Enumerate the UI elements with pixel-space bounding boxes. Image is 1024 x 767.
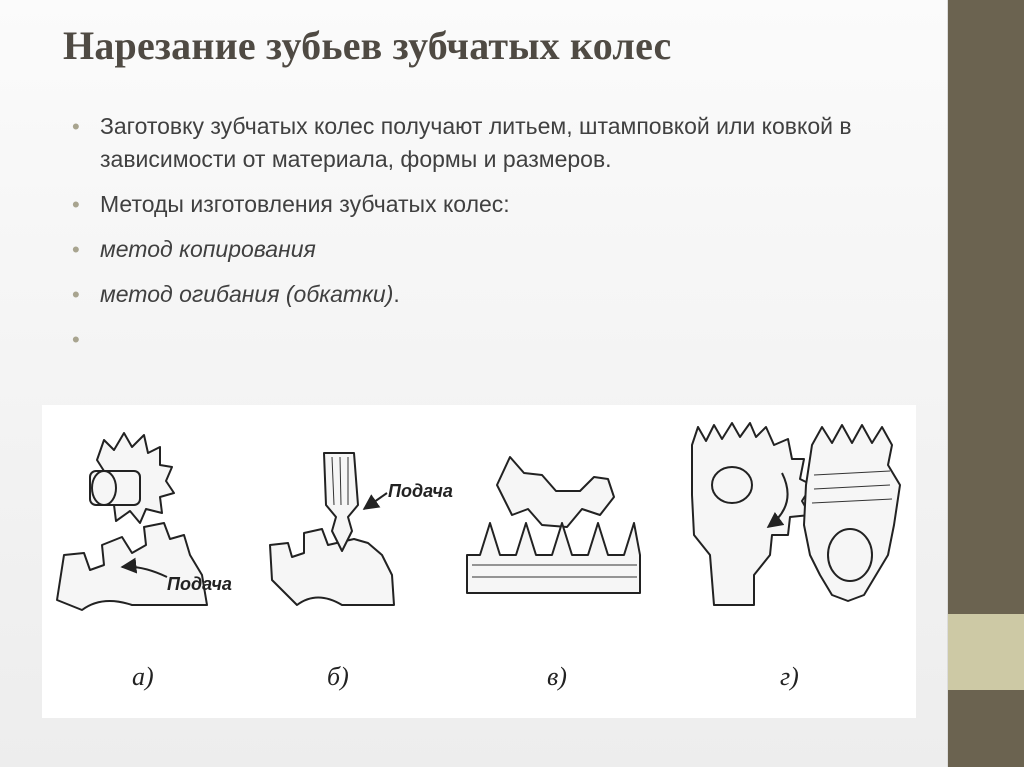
bullet-list <box>70 110 870 368</box>
gear-cutting-drawing <box>42 405 916 718</box>
illustration-g <box>692 423 900 691</box>
illustration-v <box>467 457 640 691</box>
bullet-text: метод копирования <box>100 236 316 262</box>
feed-label-a: Подача <box>167 574 232 594</box>
shaping-cutter-v <box>497 457 614 527</box>
slide-title: Нарезание зубьев зубчатых колес <box>63 23 672 68</box>
hob-hub-g <box>828 529 872 581</box>
rack-v <box>467 523 640 593</box>
bullet-item <box>70 278 870 311</box>
gear-hub-g <box>712 467 752 503</box>
illustration-a <box>57 433 232 691</box>
caption-a: а) <box>132 662 154 691</box>
bullet-item <box>70 233 870 266</box>
bullet-item <box>70 188 870 221</box>
feed-arrow-b <box>364 493 387 509</box>
bullet-item <box>70 110 870 176</box>
caption-v: в) <box>547 662 567 691</box>
bullet-dot-icon: • <box>72 192 80 217</box>
bullet-dot-icon: • <box>72 237 80 262</box>
side-decor-accent <box>948 614 1024 690</box>
gear-blank-b <box>270 529 394 605</box>
bullet-dot-icon: • <box>72 327 80 352</box>
gear-blank-g <box>692 423 812 605</box>
caption-g: г) <box>780 662 799 691</box>
bullet-suffix: . <box>393 281 400 307</box>
gear-cutting-figure <box>42 405 916 718</box>
caption-b: б) <box>327 662 349 691</box>
bullet-text: Методы изготовления зубчатых колес: <box>100 191 510 217</box>
bullet-dot-icon: • <box>72 114 80 139</box>
bullet-text: метод огибания (обкатки) <box>100 281 394 307</box>
feed-label-b: Подача <box>388 481 453 501</box>
bullet-item-empty <box>70 323 870 356</box>
illustration-b <box>270 453 453 691</box>
cutter-hub-a <box>92 471 116 505</box>
bullet-dot-icon: • <box>72 282 80 307</box>
bullet-text: Заготовку зубчатых колес получают литьем, штамповкой или ковкой в зависимости от материала, формы и размеров. <box>100 113 852 172</box>
